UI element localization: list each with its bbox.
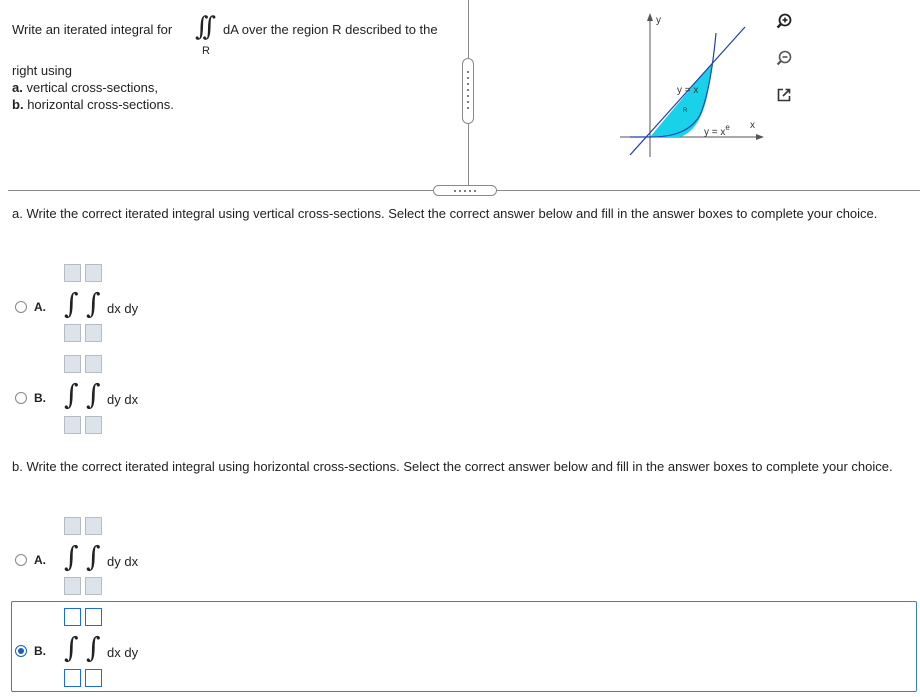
problem-line-1 — [12, 22, 172, 37]
horizontal-splitter-handle[interactable] — [433, 185, 497, 196]
part-a-a-inner-upper-box[interactable] — [85, 264, 102, 282]
part-b-b-inner-upper-box[interactable] — [85, 608, 102, 626]
part-a-b-inner-lower-box[interactable] — [85, 416, 102, 434]
part-a-b-inner-upper-box[interactable] — [85, 355, 102, 373]
curve-label: $y = x^e$ — [704, 123, 730, 138]
popout-icon — [776, 87, 792, 103]
integral-sign-outer: ∫ — [64, 540, 79, 573]
integral-sign-inner: ∫ — [86, 540, 101, 573]
problem-text-before: Write an iterated integral for — [12, 22, 173, 37]
part-a-b-differential: dy dx — [107, 392, 139, 407]
part-b-b-inner-lower-box[interactable] — [85, 669, 102, 687]
part-b-a-inner-lower-box[interactable] — [85, 577, 102, 595]
part-b-b-differential: dx dy — [107, 645, 139, 660]
item-b-label: b. — [12, 97, 24, 112]
x-axis-label: x — [750, 120, 755, 131]
part-b-b-outer-upper-box[interactable] — [64, 608, 81, 626]
part-a-a-outer-lower-box[interactable] — [64, 324, 81, 342]
part-b-a-outer-lower-box[interactable] — [64, 577, 81, 595]
part-b-a-differential: dy dx — [107, 554, 139, 569]
region-subscript: R — [202, 45, 210, 57]
part-b-a-outer-upper-box[interactable] — [64, 517, 81, 535]
part-a-option-b-label: B. — [34, 391, 46, 405]
integral-sign-outer: ∫ — [64, 631, 79, 664]
part-a-option-a-radio[interactable] — [15, 301, 27, 313]
vertical-splitter-handle[interactable] — [462, 58, 474, 124]
part-b-prompt: b. Write the correct iterated integral using horizontal cross-sections. Select the correct answer below and fill in the answer boxes to complete your choice. — [12, 459, 893, 474]
part-a-a-outer-upper-box[interactable] — [64, 264, 81, 282]
problem-line-2: right using — [12, 63, 72, 78]
integral-sign-inner: ∫ — [86, 378, 101, 411]
part-a-option-b-radio[interactable] — [15, 392, 27, 404]
integral-sign-outer: ∫ — [64, 287, 79, 320]
region-graph — [600, 5, 770, 165]
problem-item-a — [12, 80, 158, 95]
part-b-option-b-radio[interactable] — [15, 645, 27, 657]
integral-sign-inner: ∫ — [86, 631, 101, 664]
item-b-text: horizontal cross-sections. — [27, 97, 174, 112]
part-b-b-outer-lower-box[interactable] — [64, 669, 81, 687]
zoom-in-button[interactable] — [771, 8, 797, 34]
popout-button[interactable] — [771, 82, 797, 108]
item-a-label: a. — [12, 80, 23, 95]
problem-text-after: dA over the region R described to the — [223, 22, 438, 37]
part-b-option-b-label: B. — [34, 644, 46, 658]
part-a-a-differential: dx dy — [107, 301, 139, 316]
part-b-option-a-label: A. — [34, 553, 46, 567]
part-b-a-inner-upper-box[interactable] — [85, 517, 102, 535]
problem-item-b — [12, 97, 174, 112]
part-a-option-a-label: A. — [34, 300, 46, 314]
double-integral-symbol: ∫∫ — [195, 12, 211, 42]
region-label: R — [683, 108, 688, 114]
selected-option-frame — [11, 601, 917, 692]
zoom-in-icon — [776, 13, 792, 29]
integral-sign-outer: ∫ — [64, 378, 79, 411]
integral-sign-inner: ∫ — [86, 287, 101, 320]
part-a-a-inner-lower-box[interactable] — [85, 324, 102, 342]
part-a-b-outer-upper-box[interactable] — [64, 355, 81, 373]
y-axis-label: y — [656, 15, 661, 26]
line-label: y = x — [677, 85, 699, 96]
zoom-out-icon — [776, 50, 792, 66]
part-a-prompt: a. Write the correct iterated integral using vertical cross-sections. Select the correct answer below and fill in the answer boxes to complete your choice. — [12, 206, 878, 221]
part-b-option-a-radio[interactable] — [15, 554, 27, 566]
part-a-b-outer-lower-box[interactable] — [64, 416, 81, 434]
zoom-out-button[interactable] — [771, 45, 797, 71]
item-a-text: vertical cross-sections, — [26, 80, 158, 95]
